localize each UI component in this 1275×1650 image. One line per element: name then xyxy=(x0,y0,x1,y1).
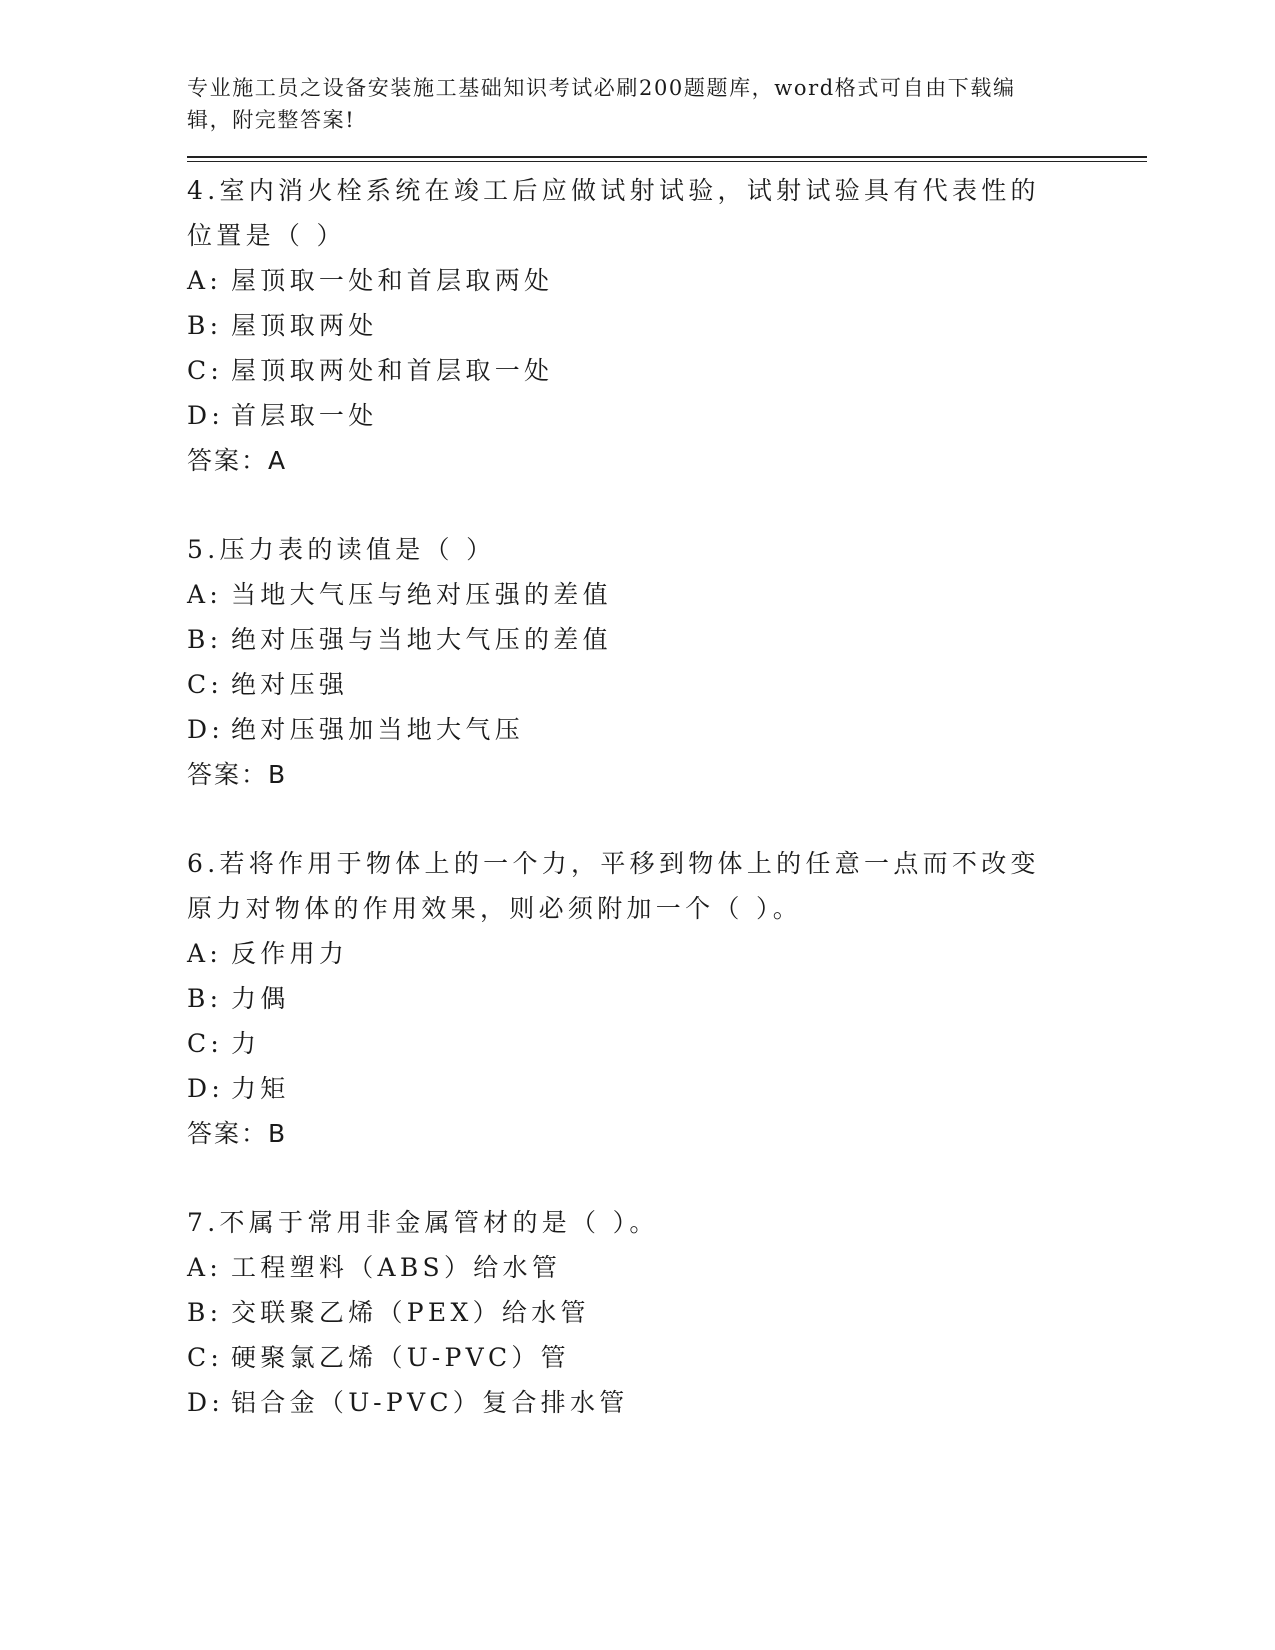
divider-line xyxy=(187,161,1147,162)
question-item xyxy=(187,841,1147,1156)
option-a xyxy=(187,931,1147,976)
option-letter: B: xyxy=(187,311,223,340)
option-text: 绝对压强加当地大气压 xyxy=(231,715,525,744)
option-c xyxy=(187,348,1147,393)
option-c xyxy=(187,1335,1147,1380)
option-letter: D: xyxy=(187,1074,225,1103)
option-letter: C: xyxy=(187,670,224,699)
option-letter: D: xyxy=(187,401,225,430)
option-b xyxy=(187,1290,1147,1335)
document-header: 专业施工员之设备安装施工基础知识考试必刷200题题库，word格式可自由下载编辑，附完整答案! xyxy=(187,76,1016,132)
question-stem: 6.若将作用于物体上的一个力，平移到物体上的任意一点而不改变原力对物体的作用效果，则必须附加一个（ ）。 xyxy=(187,849,1040,923)
question-item xyxy=(187,527,1147,797)
option-text: 铝合金（U-PVC）复合排水管 xyxy=(231,1388,629,1417)
header-divider xyxy=(187,156,1147,162)
option-letter: D: xyxy=(187,1388,225,1417)
question-item xyxy=(187,168,1147,483)
option-d xyxy=(187,1066,1147,1111)
option-letter: C: xyxy=(187,1029,224,1058)
option-text: 屋顶取一处和首层取两处 xyxy=(231,266,554,295)
option-list xyxy=(187,258,1147,438)
document-page xyxy=(187,72,1147,1469)
question-item xyxy=(187,1200,1147,1425)
option-c xyxy=(187,662,1147,707)
option-text: 屋顶取两处和首层取一处 xyxy=(231,356,554,385)
option-b xyxy=(187,617,1147,662)
option-text: 力偶 xyxy=(231,984,290,1013)
question-stem: 7.不属于常用非金属管材的是（ ）。 xyxy=(187,1208,659,1237)
option-letter: A: xyxy=(187,580,223,609)
option-a xyxy=(187,258,1147,303)
option-letter: C: xyxy=(187,356,224,385)
option-a xyxy=(187,572,1147,617)
answer-line: 答案：B xyxy=(187,760,288,789)
option-b xyxy=(187,303,1147,348)
option-d xyxy=(187,707,1147,752)
option-letter: B: xyxy=(187,625,223,654)
option-text: 反作用力 xyxy=(231,939,349,968)
option-list xyxy=(187,1245,1147,1425)
option-letter: C: xyxy=(187,1343,224,1372)
option-b xyxy=(187,976,1147,1021)
option-text: 绝对压强与当地大气压的差值 xyxy=(231,625,612,654)
option-list xyxy=(187,572,1147,752)
option-text: 工程塑料（ABS）给水管 xyxy=(231,1253,562,1282)
option-text: 首层取一处 xyxy=(231,401,378,430)
option-list xyxy=(187,931,1147,1111)
option-letter: A: xyxy=(187,1253,223,1282)
option-text: 硬聚氯乙烯（U-PVC）管 xyxy=(231,1343,570,1372)
option-text: 屋顶取两处 xyxy=(231,311,378,340)
option-letter: B: xyxy=(187,1298,223,1327)
option-letter: D: xyxy=(187,715,225,744)
option-a xyxy=(187,1245,1147,1290)
answer-line: 答案：B xyxy=(187,1119,288,1148)
option-letter: A: xyxy=(187,939,223,968)
option-d xyxy=(187,1380,1147,1425)
option-text: 力 xyxy=(231,1029,261,1058)
answer-line: 答案：A xyxy=(187,446,288,475)
option-d xyxy=(187,393,1147,438)
option-c xyxy=(187,1021,1147,1066)
option-letter: B: xyxy=(187,984,223,1013)
question-stem: 5.压力表的读值是（ ） xyxy=(187,535,496,564)
option-letter: A: xyxy=(187,266,223,295)
question-stem: 4.室内消火栓系统在竣工后应做试射试验，试射试验具有代表性的位置是（ ） xyxy=(187,176,1040,250)
option-text: 当地大气压与绝对压强的差值 xyxy=(231,580,612,609)
option-text: 交联聚乙烯（PEX）给水管 xyxy=(231,1298,590,1327)
divider-line xyxy=(187,156,1147,158)
option-text: 绝对压强 xyxy=(231,670,349,699)
option-text: 力矩 xyxy=(231,1074,290,1103)
question-list xyxy=(187,168,1147,1425)
